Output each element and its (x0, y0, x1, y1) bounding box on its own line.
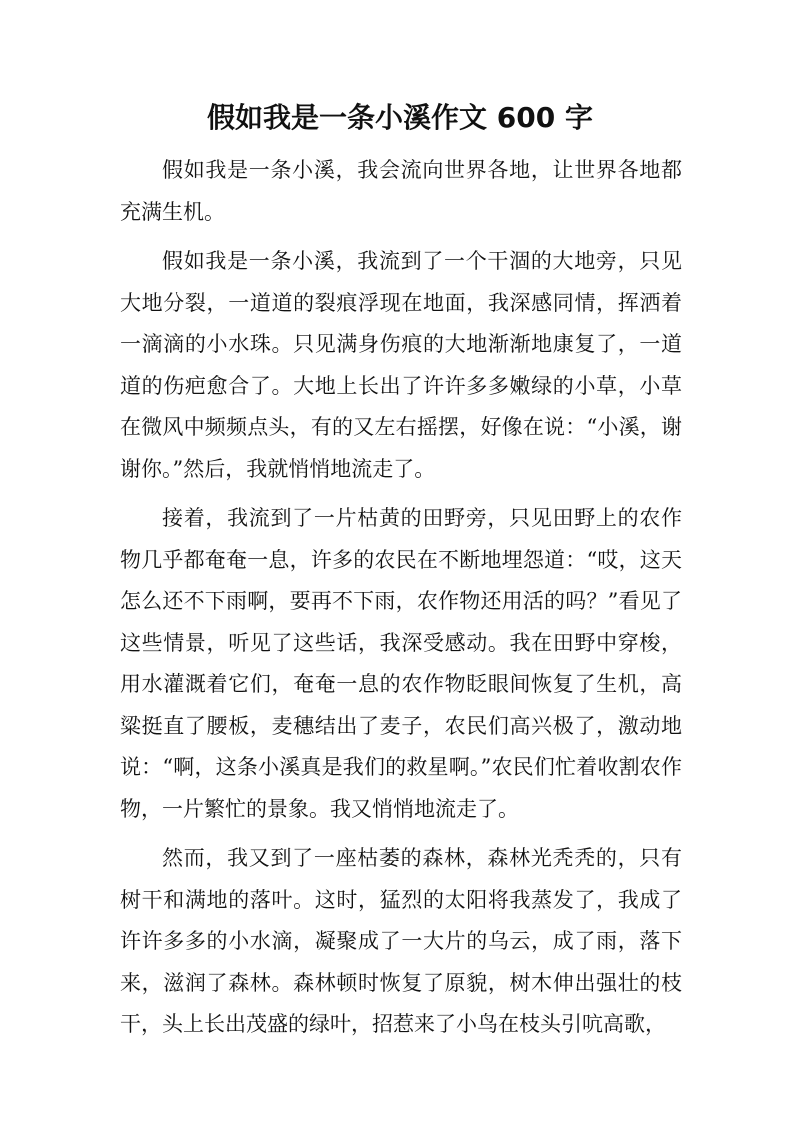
essay-title: 假如我是一条小溪作文 600 字 (207, 101, 593, 134)
essay-body (120, 150, 682, 1054)
paragraph-4: 然而，我又到了一座枯萎的森林，森林光秃秃的，只有树干和满地的落叶。这时，猛烈的太阳将我蒸发了，我成了许许多多的小水滴，凝聚成了一大片的乌云，成了雨，落下来，滋润了森林。森林顿时恢复了原貌，树木伸出强壮的枝干，头上长出茂盛的绿叶，招惹来了小鸟在枝头引吭高歌， (120, 846, 682, 1036)
paragraph-1: 假如我是一条小溪，我会流向世界各地，让世界各地都充满生机。 (120, 158, 682, 224)
paragraph-3: 接着，我流到了一片枯黄的田野旁，只见田野上的农作物几乎都奄奄一息，许多的农民在不断地埋怨道：“哎，这天怎么还不下雨啊，要再不下雨，农作物还用活的吗？”看见了这些情景，听见了这些话，我深受感动。我在田野中穿梭，用水灌溉着它们，奄奄一息的农作物眨眼间恢复了生机，高粱挺直了腰板，麦穗结出了麦子，农民们高兴极了，激动地说：“啊，这条小溪真是我们的救星啊。”农民们忙着收割农作物，一片繁忙的景象。我又悄悄地流走了。 (120, 506, 682, 821)
paragraph-2: 假如我是一条小溪，我流到了一个干涸的大地旁，只见大地分裂，一道道的裂痕浮现在地面，我深感同情，挥洒着一滴滴的小水珠。只见满身伤痕的大地渐渐地康复了，一道道的伤疤愈合了。大地上长出了许许多多嫩绿的小草，小草在微风中频频点头，有的又左右摇摆，好像在说：“小溪，谢谢你。”然后，我就悄悄地流走了。 (120, 249, 682, 481)
